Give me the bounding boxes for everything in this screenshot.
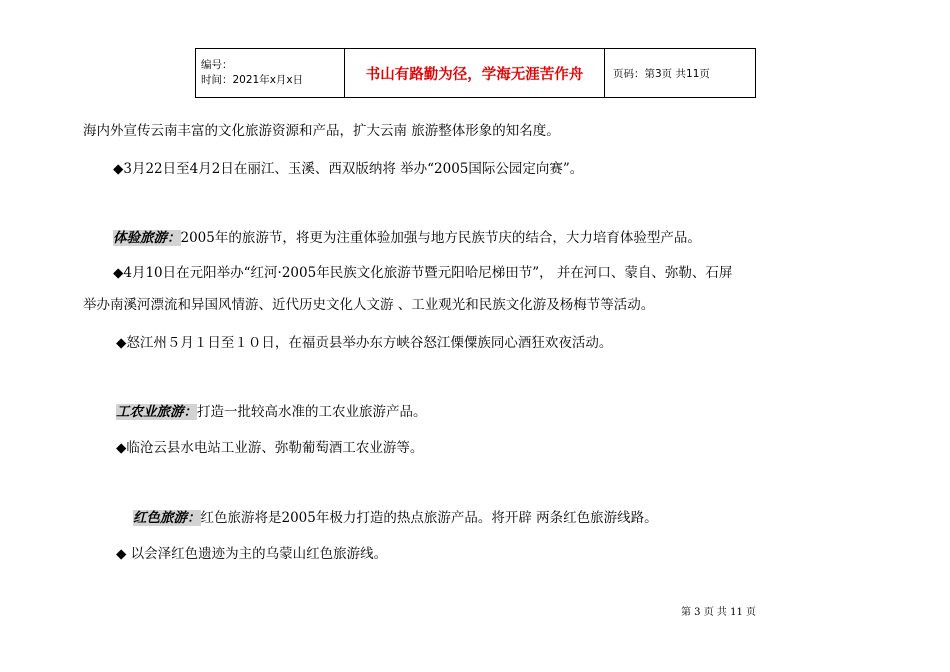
number-label: 编号： <box>201 59 233 71</box>
section-text: 2005年的旅游节，将更为注重体验加强与地方民族节庆的结合，大力培育体验型产品。 <box>180 230 701 246</box>
paragraph-intro: 海内外宣传云南丰富的文化旅游资源和产品，扩大云南 旅游整体形象的知名度。 <box>83 123 560 139</box>
header-page-label: 页码：第3页 共11页 <box>613 67 710 80</box>
paragraph-activities: 举办南溪河漂流和异国风情游、近代历史文化人文游 、工业观光和民族文化游及杨梅节等活动。 <box>83 297 655 313</box>
header-motto: 书山有路勤为径，学海无涯苦作舟 <box>345 49 605 97</box>
time-label: 时间：2021年x月x日 <box>201 74 304 86</box>
header-meta-cell <box>196 49 345 97</box>
section-keyword: 体验旅游： <box>113 230 181 246</box>
page-footer: 第 3 页 共 11 页 <box>681 607 756 618</box>
section-keyword: 工农业旅游： <box>116 404 197 420</box>
section-keyword: 红色旅游： <box>133 510 201 526</box>
bullet-nujiang: ◆怒江州５月１日至１０日，在福贡县举办东方峡谷怒江傈僳族同心酒狂欢夜活动。 <box>116 335 613 351</box>
section-text: 红色旅游将是2005年极力打造的热点旅游产品。将开辟 两条红色旅游线路。 <box>200 510 658 526</box>
bullet-wumengshan: ◆ 以会泽红色遗迹为主的乌蒙山红色旅游线。 <box>116 546 388 562</box>
section-red-tourism <box>133 509 658 527</box>
section-experience-tourism <box>113 229 701 247</box>
document-header <box>195 48 756 98</box>
bullet-honghe-festival: ◆4月10日在元阳举办“红河·2005年民族文化旅游节暨元阳哈尼梯田节”， 并在河口、蒙自、弥勒、石屏 <box>113 265 733 281</box>
section-text: 打造一批较高水准的工农业旅游产品。 <box>197 404 427 420</box>
bullet-lincang: ◆临沧云县水电站工业游、弥勒葡萄酒工农业游等。 <box>116 440 424 456</box>
section-industrial-agri-tourism <box>116 403 427 421</box>
bullet-orienteering: ◆3月22日至4月2日在丽江、玉溪、西双版纳将 举办“2005国际公园定向赛”。 <box>113 161 584 177</box>
